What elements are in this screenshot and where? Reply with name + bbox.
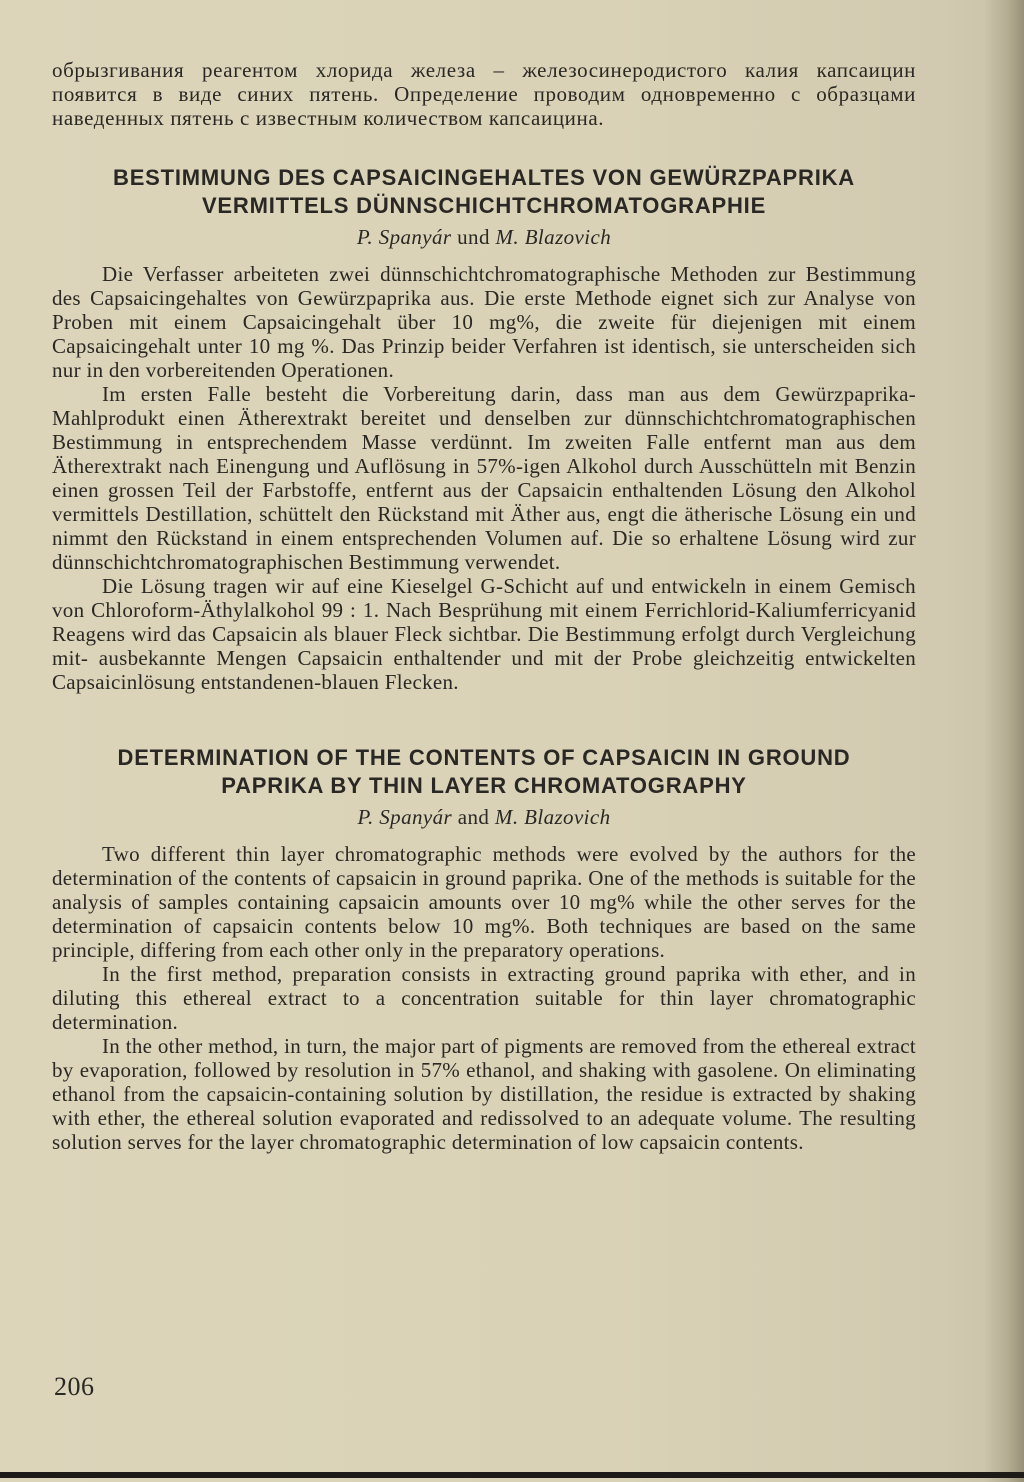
english-paragraph-2: In the first method, preparation consists in extracting ground paprika with ether, and in diluting this ethereal extract to a concentration suitable for thin layer chromatographic determination.: [52, 962, 916, 1034]
english-author-1: P. Spanyár: [357, 805, 453, 829]
german-abstract: [52, 164, 916, 694]
english-author-conjunction: and: [457, 805, 490, 829]
german-author-1: P. Spanyár: [356, 225, 452, 249]
german-paragraph-2: Im ersten Falle besteht die Vorbereitung darin, dass man aus dem Gewürzpaprika-Mahlprodukt einen Ätherextrakt bereitet und denselben zur dünnschichtchromatographischen Bestimmung in entsprechendem Masse verdünnt. Im zweiten Falle entfernt man aus dem Ätherextrakt nach Einengung und Auflösung in 57%-igen Alkohol durch Ausschütteln mit Benzin einen grossen Teil der Farbstoffe, entfernt aus der Capsaicin enthaltenden Lösung den Alkohol vermittels Destillation, schüttelt den Rückstand mit Äther aus, engt die ätherische Lösung ein und nimmt den Rückstand in einem entsprechenden Volumen auf. Die so erhaltene Lösung wird zur dünnschichtchromatographischen Bestimmung verwendet.: [52, 382, 916, 574]
english-abstract: [52, 744, 916, 1154]
book-spine-shadow: [984, 0, 1024, 1482]
german-title-line1: BESTIMMUNG DES CAPSAICINGEHALTES VON GEWÜRZPAPRIKA: [113, 165, 855, 190]
russian-paragraph: обрызгивания реагентом хлорида железа – железосинеродистого калия капсаицин появится в виде синих пятень. Определение проводим одновременно с образцами наведенных пятень с известным количеством капсаицина.: [52, 58, 916, 130]
page-content: [52, 58, 916, 1154]
german-paragraph-3: Die Lösung tragen wir auf eine Kieselgel G-Schicht auf und entwickeln in einem Gemisch von Chloroform-Äthylalkohol 99 : 1. Nach Besprühung mit einem Ferrichlorid-Kaliumferricyanid Reagens wird das Capsaicin als blauer Fleck sichtbar. Die Bestimmung erfolgt durch Vergleichung mit- ausbekannte Mengen Capsaicin enthaltender und mit der Probe gleichzeitig entwickelten Capsaicinlösung entstandenen-blauen Flecken.: [52, 574, 916, 694]
german-authors: [52, 224, 916, 250]
english-title-line1: DETERMINATION OF THE CONTENTS OF CAPSAICIN IN GROUND: [117, 745, 851, 770]
english-paragraph-3: In the other method, in turn, the major part of pigments are removed from the ethereal extract by evaporation, followed by resolution in 57% ethanol, and shaking with gasolene. On eliminating ethanol from the capsaicin-containing solution by distillation, the residue is extracted by shaking with ether, the ethereal solution evaporated and redissolved to an adequate volume. The resulting solution serves for the layer chromatographic determination of low capsaicin contents.: [52, 1034, 916, 1154]
english-paragraph-1: Two different thin layer chromatographic methods were evolved by the authors for the determination of the contents of capsaicin in ground paprika. One of the methods is suitable for the analysis of samples containing capsaicin amounts over 10 mg% while the other serves for the determination of capsaicin contents below 10 mg%. Both techniques are based on the same principle, differing from each other only in the preparatory operations.: [52, 842, 916, 962]
german-title: [52, 164, 916, 220]
page-number: 206: [54, 1372, 95, 1401]
bottom-edge-rule: [0, 1472, 1024, 1478]
german-author-conjunction: und: [457, 225, 490, 249]
german-paragraph-1: Die Verfasser arbeiteten zwei dünnschichtchromatographische Methoden zur Bestimmung des Capsaicingehaltes von Gewürzpaprika aus. Die erste Methode eignet sich zur Analyse von Proben mit einem Capsaicingehalt über 10 mg%, die zweite für diejenigen mit einem Capsaicingehalt unter 10 mg %. Das Prinzip beider Verfahren ist identisch, sie unterscheiden sich nur in den vorbereitenden Operationen.: [52, 262, 916, 382]
english-author-2: M. Blazovich: [494, 805, 611, 829]
russian-fragment-section: [52, 58, 916, 130]
english-authors: [52, 804, 916, 830]
english-title: [52, 744, 916, 800]
german-title-line2: VERMITTELS DÜNNSCHICHTCHROMATOGRAPHIE: [201, 193, 767, 218]
german-author-2: M. Blazovich: [495, 225, 612, 249]
english-title-line2: PAPRIKA BY THIN LAYER CHROMATOGRAPHY: [221, 773, 747, 798]
